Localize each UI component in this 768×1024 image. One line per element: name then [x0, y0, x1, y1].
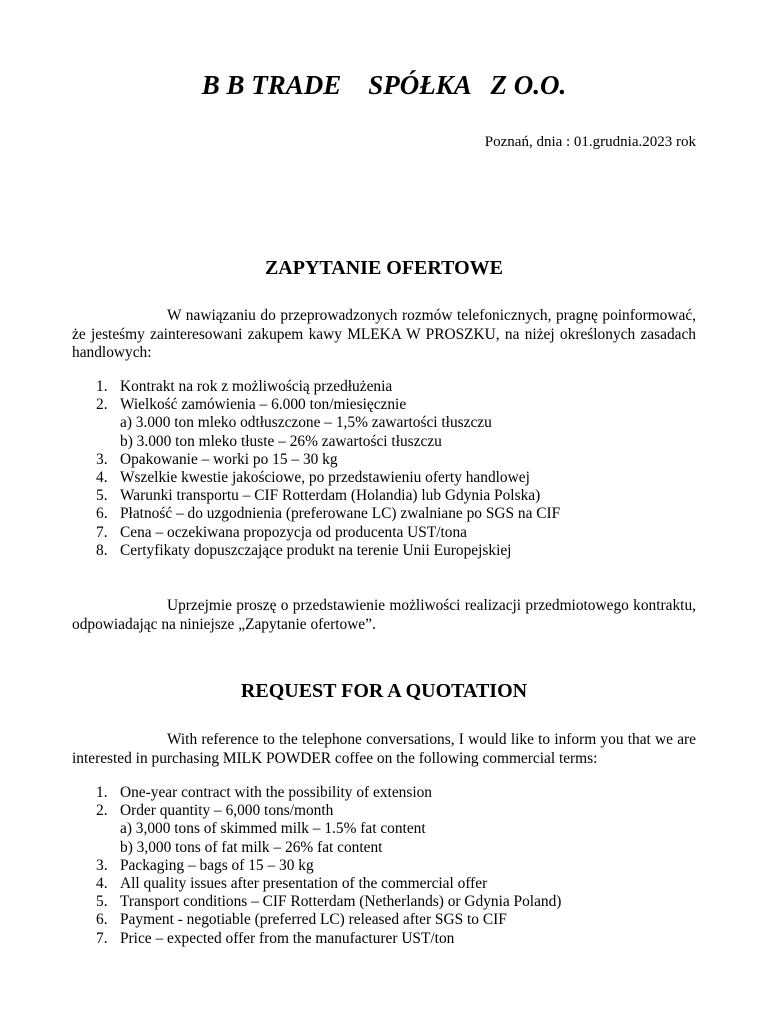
- polish-term-number: 7.: [96, 523, 108, 541]
- english-term-text: Order quantity – 6,000 tons/month: [120, 802, 334, 820]
- polish-term-text: Wielkość zamówienia – 6.000 ton/miesięcznie: [120, 396, 407, 414]
- english-term-number: 7.: [96, 929, 108, 947]
- polish-subterm: [72, 433, 696, 451]
- english-term-text: Transport conditions – CIF Rotterdam (Netherlands) or Gdynia Poland): [120, 893, 562, 911]
- polish-term-number: 8.: [96, 541, 108, 559]
- english-term: [72, 857, 696, 875]
- english-subterm: [72, 839, 696, 857]
- polish-term-text: Opakowanie – worki po 15 – 30 kg: [120, 450, 338, 468]
- polish-term-number: 6.: [96, 505, 108, 523]
- english-term-text: Packaging – bags of 15 – 30 kg: [120, 856, 314, 874]
- polish-intro: W nawiązaniu do przeprowadzonych rozmów telefonicznych, pragnę poinformować, że jesteśmy zainteresowani zakupem kawy MLEKA W PROSZKU, na niżej określonych zasadach handlowych:: [72, 307, 696, 361]
- company-name: B B TRADE SPÓŁKA Z O.O.: [201, 70, 567, 100]
- polish-term: [72, 469, 696, 487]
- english-term-number: 4.: [96, 875, 108, 893]
- polish-term-text: Cena – oczekiwana propozycja od producenta UST/tona: [120, 523, 468, 541]
- polish-term: [72, 542, 696, 560]
- polish-title: ZAPYTANIE OFERTOWE: [264, 257, 504, 279]
- english-term-text: Payment - negotiable (preferred LC) released after SGS to CIF: [120, 911, 507, 929]
- english-term-text: Price – expected offer from the manufacturer UST/ton: [120, 929, 455, 947]
- polish-subterm-text: b) 3.000 ton mleko tłuste – 26% zawartości tłuszczu: [120, 432, 442, 450]
- polish-term: [72, 396, 696, 414]
- polish-term: [72, 505, 696, 523]
- polish-term-number: 2.: [96, 396, 108, 414]
- polish-term-number: 4.: [96, 469, 108, 487]
- english-terms-list: [72, 784, 696, 948]
- english-term-text: All quality issues after presentation of the commercial offer: [120, 875, 488, 893]
- english-subterm: [72, 820, 696, 838]
- english-title: REQUEST FOR A QUOTATION: [240, 680, 528, 702]
- polish-term-text: Certyfikaty dopuszczające produkt na terenie Unii Europejskiej: [120, 541, 512, 559]
- english-subterm-text: a) 3,000 tons of skimmed milk – 1.5% fat content: [120, 820, 426, 838]
- english-term: [72, 893, 696, 911]
- polish-term-text: Warunki transportu – CIF Rotterdam (Holandia) lub Gdynia Polska): [120, 487, 541, 505]
- english-term-number: 6.: [96, 911, 108, 929]
- polish-terms-list: [72, 378, 696, 560]
- polish-term: [72, 524, 696, 542]
- polish-subterm-text: a) 3.000 ton mleko odtłuszczone – 1,5% zawartości tłuszczu: [120, 414, 492, 432]
- english-term: [72, 875, 696, 893]
- english-term-number: 2.: [96, 802, 108, 820]
- english-term-number: 1.: [96, 784, 108, 801]
- polish-term-text: Kontrakt na rok z możliwością przedłużenia: [120, 378, 393, 395]
- english-term: [72, 802, 696, 820]
- polish-term-text: Wszelkie kwestie jakościowe, po przedstawieniu oferty handlowej: [120, 469, 530, 487]
- document-date: Poznań, dnia : 01.grudnia.2023 rok: [484, 134, 696, 150]
- english-intro: With reference to the telephone conversations, I would like to inform you that we are interested in purchasing MILK POWDER coffee on the following commercial terms:: [72, 731, 696, 767]
- polish-term: [72, 378, 696, 396]
- polish-term-text: Płatność – do uzgodnienia (preferowane LC) zwalniane po SGS na CIF: [120, 505, 561, 523]
- polish-closing: Uprzejmie proszę o przedstawienie możliwości realizacji przedmiotowego kontraktu, odpowiadając na niniejsze „Zapytanie ofertowe”.: [72, 597, 696, 633]
- english-term-number: 3.: [96, 856, 108, 874]
- polish-term: [72, 487, 696, 505]
- english-subterm-text: b) 3,000 tons of fat milk – 26% fat content: [120, 838, 383, 856]
- polish-term-number: 3.: [96, 450, 108, 468]
- english-term-text: One-year contract with the possibility of extension: [120, 784, 433, 801]
- polish-term-number: 1.: [96, 378, 108, 395]
- english-term: [72, 784, 696, 802]
- polish-subterm: [72, 414, 696, 432]
- english-term-number: 5.: [96, 893, 108, 911]
- english-term: [72, 930, 696, 948]
- english-term: [72, 911, 696, 929]
- polish-term: [72, 451, 696, 469]
- polish-term-number: 5.: [96, 487, 108, 505]
